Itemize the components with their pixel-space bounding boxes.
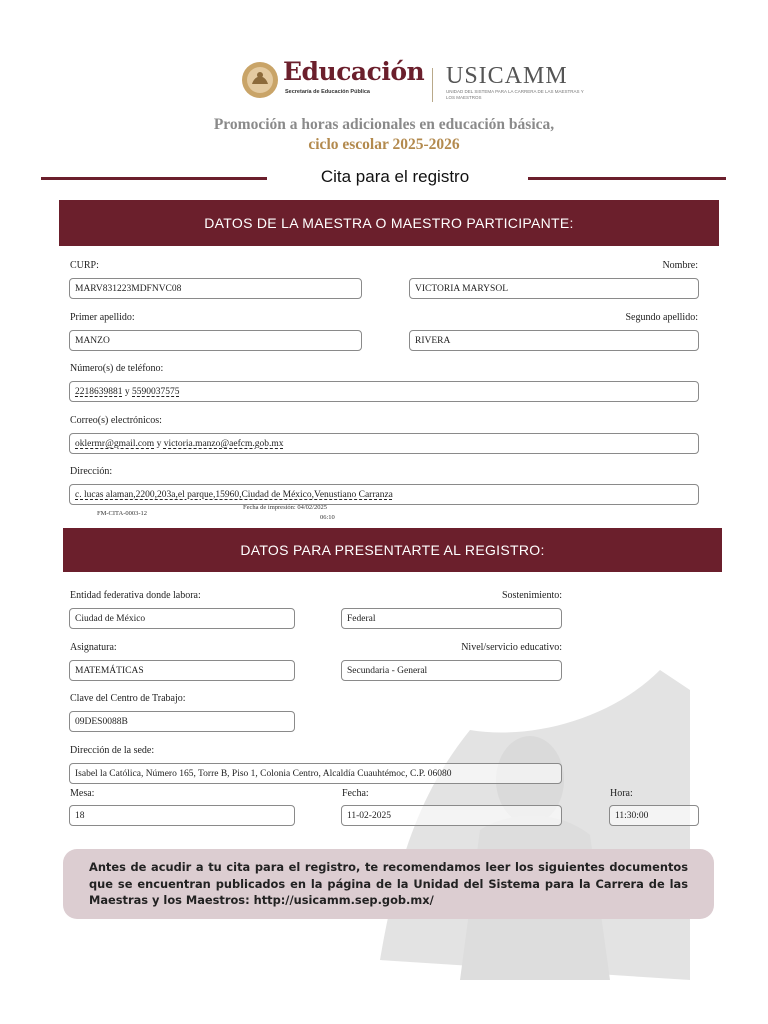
- recommendation-note: Antes de acudir a tu cita para el registro, te recomendamos leer los siguientes documentos que se encuentran publicados en la página de la Unidad del Sistema para la Carrera de las Maestras y los Maestros: http://usicamm.sep.gob.mx/: [63, 849, 714, 919]
- curp-label: CURP:: [70, 260, 99, 271]
- usicamm-subtitle: UNIDAD DEL SISTEMA PARA LA CARRERA DE LAS MAESTRAS Y LOS MAESTROS: [446, 89, 584, 100]
- promo-title-line1: Promoción a horas adicionales en educación básica,: [213, 116, 555, 133]
- telefono-2: 5590037575: [132, 386, 180, 397]
- sede-label: Dirección de la sede:: [70, 745, 155, 756]
- direccion-value: c. lucas alaman,2200,203a,el parque,15960,Ciudad de México,Venustiano Carranza: [75, 489, 393, 500]
- brand-logo-text: Educación: [283, 57, 425, 86]
- print-date: Fecha de impresión: 04/02/2025: [243, 504, 327, 511]
- segundo-apellido-label: Segundo apellido:: [625, 312, 698, 323]
- hora-field: 11:30:00: [609, 805, 699, 826]
- correo-field: [69, 433, 699, 454]
- title-rule-right: [528, 177, 726, 180]
- nivel-label: Nivel/servicio educativo:: [461, 642, 562, 653]
- primer-apellido-label: Primer apellido:: [70, 312, 135, 323]
- clave-field: 09DES0088B: [69, 711, 295, 732]
- usicamm-logo-text: USICAMM: [446, 63, 568, 89]
- segundo-apellido-field: RIVERA: [409, 330, 699, 351]
- fecha-label: Fecha:: [342, 788, 369, 799]
- entidad-field: Ciudad de México: [69, 608, 295, 629]
- correo-2-link[interactable]: victoria.manzo@aefcm.gob.mx: [163, 438, 284, 449]
- print-time: 06:10: [320, 514, 335, 521]
- telefono-separator: y: [122, 386, 132, 397]
- curp-field: MARV831223MDFNVC08: [69, 278, 362, 299]
- primer-apellido-field: MANZO: [69, 330, 362, 351]
- correo-label: Correo(s) electrónicos:: [70, 415, 162, 426]
- logo-divider: [432, 68, 433, 102]
- form-code: FM-CITA-0003-12: [97, 510, 148, 517]
- asignatura-label: Asignatura:: [70, 642, 117, 653]
- nombre-field: VICTORIA MARYSOL: [409, 278, 699, 299]
- telefono-label: Número(s) de teléfono:: [70, 363, 164, 374]
- mesa-label: Mesa:: [70, 788, 95, 799]
- eagle-emblem-icon: [240, 60, 280, 100]
- direccion-label: Dirección:: [70, 466, 113, 477]
- clave-label: Clave del Centro de Trabajo:: [70, 693, 186, 704]
- fecha-field: 11-02-2025: [341, 805, 562, 826]
- asignatura-field: MATEMÁTICAS: [69, 660, 295, 681]
- direccion-field: [69, 484, 699, 505]
- nombre-label: Nombre:: [662, 260, 698, 271]
- telefono-field: [69, 381, 699, 402]
- correo-1-link[interactable]: oklermr@gmail.com: [75, 438, 155, 449]
- mesa-field: 18: [69, 805, 295, 826]
- entidad-label: Entidad federativa donde labora:: [70, 590, 201, 601]
- page-title: Cita para el registro: [320, 167, 470, 186]
- brand-subtitle: Secretaría de Educación Pública: [285, 89, 370, 95]
- section-registro-heading: DATOS PARA PRESENTARTE AL REGISTRO:: [63, 528, 722, 572]
- telefono-1: 2218639881: [75, 386, 123, 397]
- correo-separator: y: [154, 438, 164, 449]
- title-rule-left: [41, 177, 267, 180]
- sostenimiento-field: Federal: [341, 608, 562, 629]
- sede-field: Isabel la Católica, Número 165, Torre B, Piso 1, Colonia Centro, Alcaldía Cuauhtémoc, C.P. 06080: [69, 763, 562, 784]
- promo-title-line2: ciclo escolar 2025-2026: [308, 136, 460, 153]
- section-participant-heading: DATOS DE LA MAESTRA O MAESTRO PARTICIPANTE:: [59, 200, 719, 246]
- sostenimiento-label: Sostenimiento:: [502, 590, 562, 601]
- hora-label: Hora:: [610, 788, 633, 799]
- nivel-field: Secundaria - General: [341, 660, 562, 681]
